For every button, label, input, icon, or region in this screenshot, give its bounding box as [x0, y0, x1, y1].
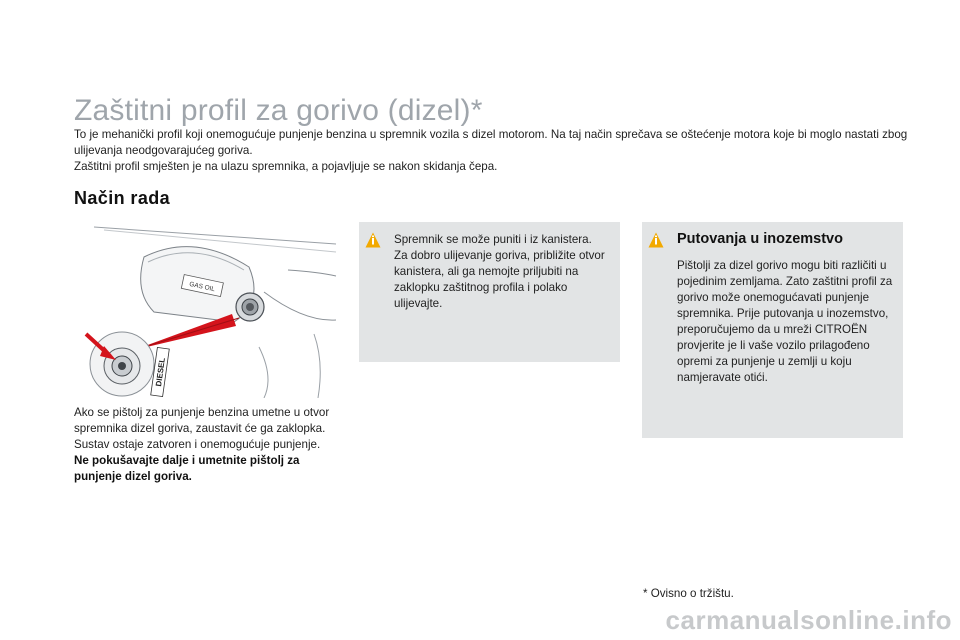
note-travel [642, 222, 903, 438]
intro-paragraph-1: To je mehanički profil koji onemogućuje punjenje benzina u spremnik vozila s dizel motorom. Na taj način sprečava se oštećenje motora koje bi moglo nastati zbog ulijevanja neodgovarajućeg goriva. [74, 128, 908, 157]
note-canister [359, 222, 620, 362]
page-title: Zaštitni profil za gorivo (dizel)* [74, 94, 483, 127]
body-line [264, 292, 336, 320]
body-line [104, 230, 336, 252]
intro-text [74, 127, 914, 175]
note-travel-text: Pištolji za dizel gorivo mogu biti različiti u pojedinim zemljama. Zato zaštitni profil za gorivo može onemogućavati punjenje spremnika. Prije putovanja u inozemstvo, preporučujemo da u mreži CITROËN provjerite je li vaše vozilo prilagođeno opremi za punjenje u zemlji u koju namjeravate otići. [677, 259, 893, 384]
body-line [314, 334, 320, 398]
body-line [288, 270, 336, 276]
note-travel-title: Putovanja u inozemstvo [677, 231, 843, 247]
svg-text:DIESEL: DIESEL [154, 357, 167, 388]
highlight-wedge-edge [134, 318, 239, 350]
intro-paragraph-2: Zaštitni profil smješten je na ulazu spremnika, a pojavljuje se nakon skidanja čepa. [74, 160, 498, 173]
info-icon [365, 232, 381, 249]
svg-text:GAS OIL: GAS OIL [188, 280, 216, 294]
body-line [94, 227, 336, 244]
filler-neck-core [246, 303, 254, 311]
watermark[interactable]: carmanualsonline.info [665, 605, 952, 635]
section-heading: Način rada [74, 188, 171, 208]
operation-body: Ako se pištolj za punjenje benzina umetne u otvor spremnika dizel goriva, zaustavit će ga zaklopka. Sustav ostaje zatvoren i onemogućuje punjenje. [74, 406, 330, 451]
diesel-label [151, 347, 170, 396]
info-icon [648, 232, 664, 249]
footnote: * Ovisno o tržištu. [643, 587, 734, 600]
operation-text [74, 405, 330, 485]
highlight-wedge [134, 314, 236, 350]
note-canister-text: Spremnik se može puniti i iz kanistera. Za dobro ulijevanje goriva, približite otvor kanistera, ali ga nemojte priljubiti na zaklopku zaštitnog profila i polako ulijevajte. [394, 233, 605, 310]
operation-warning: Ne pokušavajte dalje i umetnite pištolj za punjenje dizel goriva. [74, 454, 300, 483]
fuel-filler-illustration [74, 222, 338, 398]
body-line [259, 347, 268, 398]
